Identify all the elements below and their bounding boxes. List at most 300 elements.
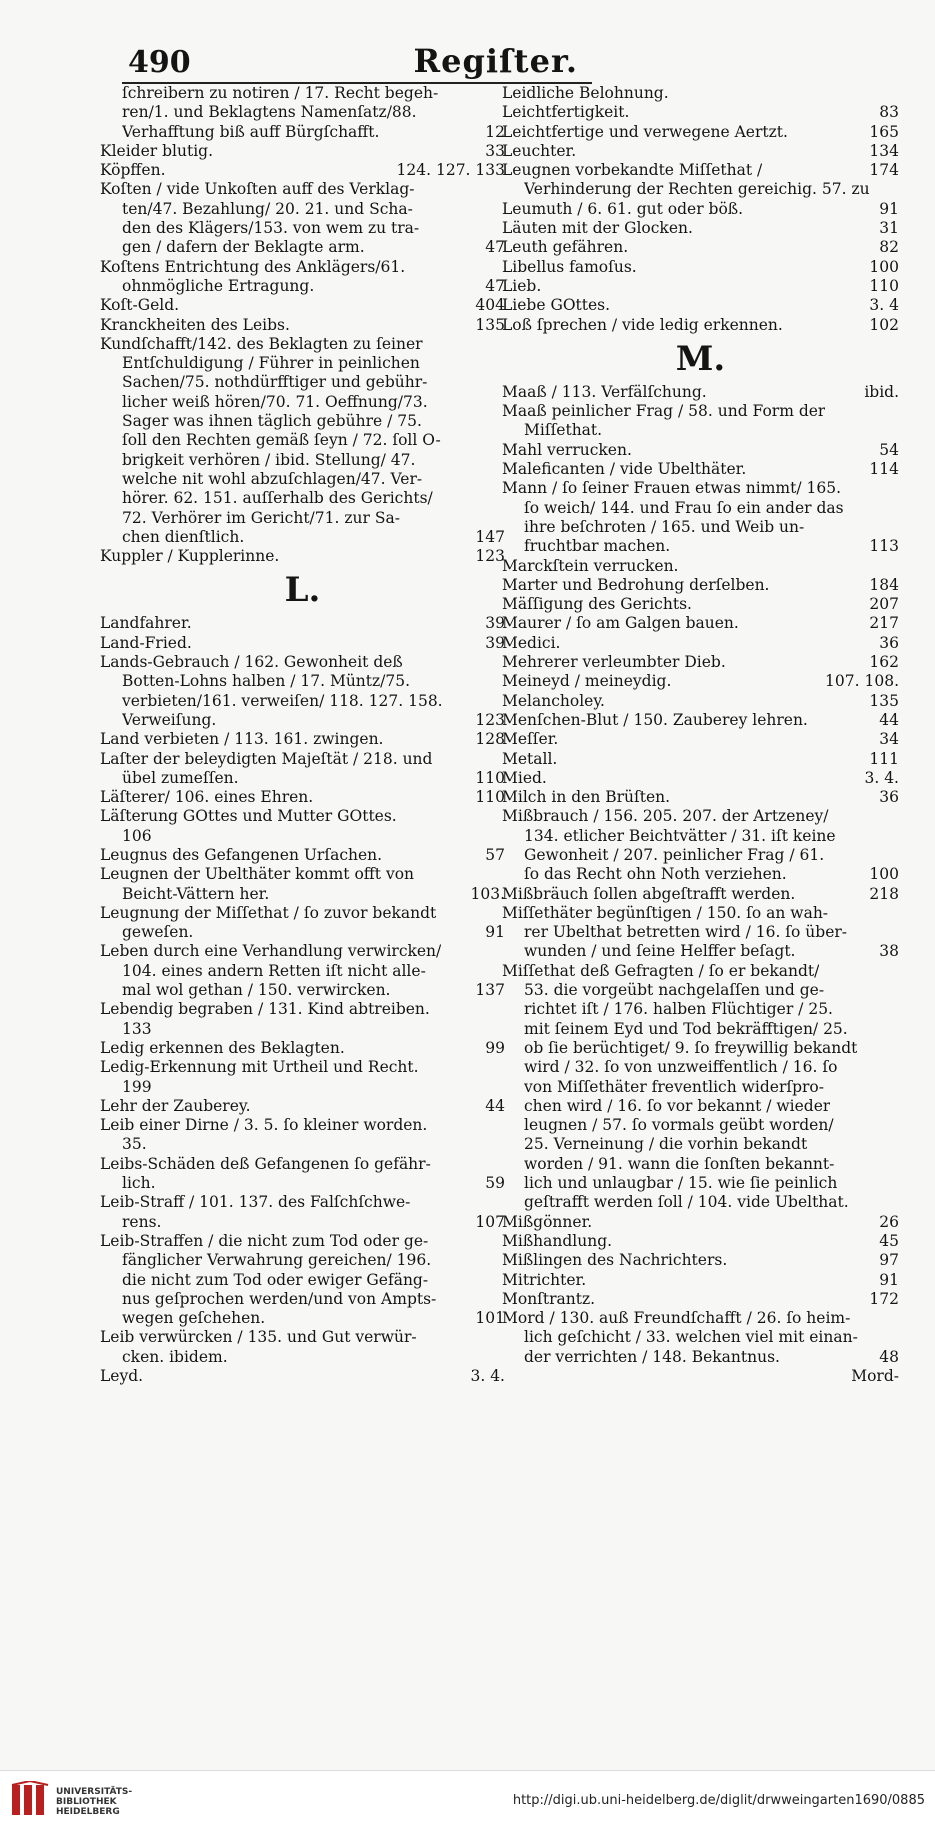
entry-text: Leyd. xyxy=(100,1367,144,1385)
entry-text: ob ſie berüchtiget/ 9. ſo freywillig bekandt xyxy=(524,1038,858,1057)
entry-page-ref: 135 xyxy=(475,315,505,334)
entry-text: Lieb. xyxy=(502,276,542,295)
entry-text: wunden / und ſeine Helffer beſagt. xyxy=(524,942,796,961)
entry-page-ref: 100 xyxy=(869,257,899,276)
index-entry xyxy=(100,373,505,392)
entry-page-ref: 45 xyxy=(879,1231,899,1250)
entry-text: verbieten/161. verweiſen/ 118. 127. 158. xyxy=(122,691,443,710)
index-entry xyxy=(502,1232,899,1251)
entry-text: Mißbräuch ſollen abgeſtrafft werden. xyxy=(502,884,796,903)
entry-page-ref: 36 xyxy=(879,633,899,652)
entry-text: Meineyd / meineydig. xyxy=(502,672,672,691)
index-entry xyxy=(502,595,899,614)
entry-page-ref: 47 xyxy=(485,276,505,295)
index-entry xyxy=(502,1290,899,1309)
index-entry xyxy=(100,489,505,508)
index-entry xyxy=(502,576,899,595)
entry-page-ref: 184 xyxy=(869,575,899,594)
index-entry xyxy=(502,219,899,238)
entry-text: Mehrerer verleumbter Dieb. xyxy=(502,653,726,672)
entry-text: Kranckheiten des Leibs. xyxy=(100,315,290,334)
entry-text: Leumuth / 6. 61. gut oder böß. xyxy=(502,199,744,218)
entry-text: der verrichten / 148. Bekantnus. xyxy=(524,1347,780,1366)
index-entry xyxy=(100,1232,505,1251)
entry-text: Leichtfertige und verwegene Aertzt. xyxy=(502,122,788,141)
index-entry xyxy=(100,750,505,769)
library-name xyxy=(56,1787,132,1817)
page-number: 490 xyxy=(128,45,191,80)
index-entry xyxy=(502,1058,899,1077)
entry-text: Landfahrer. xyxy=(100,614,192,633)
index-entry xyxy=(502,1367,899,1386)
entry-text: Leugnus des Gefangenen Urſachen. xyxy=(100,845,383,864)
entry-page-ref: 172 xyxy=(869,1289,899,1308)
index-entry xyxy=(100,1078,505,1097)
index-entry xyxy=(100,1193,505,1212)
entry-text: 106 xyxy=(122,826,152,845)
index-entry xyxy=(100,692,505,711)
entry-page-ref: 38 xyxy=(879,942,899,961)
index-entry xyxy=(502,1020,899,1039)
entry-text: Laſter der beleydigten Majeſtät / 218. und xyxy=(100,749,433,768)
index-entry xyxy=(502,827,899,846)
entry-text: 35. xyxy=(122,1135,147,1154)
index-entry xyxy=(502,981,899,1000)
entry-page-ref: 123 xyxy=(475,710,505,729)
entry-text: Medici. xyxy=(502,633,561,652)
index-entry xyxy=(100,1348,505,1367)
library-name-line: BIBLIOTHEK xyxy=(56,1797,117,1807)
entry-page-ref: 99 xyxy=(485,1038,505,1057)
index-entry xyxy=(100,769,505,788)
source-url-link[interactable]: http://digi.ub.uni-heidelberg.de/diglit/drwweingarten1690/0885 xyxy=(512,1793,925,1808)
index-entry xyxy=(100,788,505,807)
entry-page-ref: 137 xyxy=(475,981,505,1000)
entry-text: leugnen / 57. ſo vormals geübt worden/ xyxy=(524,1116,834,1135)
index-entry xyxy=(100,1309,505,1328)
entry-text: Land-Fried. xyxy=(100,633,192,652)
index-entry xyxy=(502,103,899,122)
library-name-line: HEIDELBERG xyxy=(56,1807,120,1817)
entry-page-ref: 404 xyxy=(475,296,505,315)
index-entry xyxy=(502,1078,899,1097)
index-entry xyxy=(100,865,505,884)
entry-text: Sachen/75. nothdürfftiger und gebühr- xyxy=(122,373,428,392)
entry-text: ſoll den Rechten gemäß ſeyn / 72. ſoll O- xyxy=(122,431,441,450)
entry-page-ref: 83 xyxy=(879,103,899,122)
entry-page-ref: 3. 4. xyxy=(864,768,899,787)
entry-text: Leib einer Dirne / 3. 5. ſo kleiner worden. xyxy=(100,1116,428,1135)
index-entry xyxy=(100,1135,505,1154)
index-entry xyxy=(100,730,505,749)
index-entry xyxy=(100,1174,505,1193)
index-entry xyxy=(502,296,899,315)
index-entry xyxy=(100,1213,505,1232)
entry-text: Ledig erkennen des Beklagten. xyxy=(100,1038,345,1057)
index-entry xyxy=(502,460,899,479)
index-entry xyxy=(100,1039,505,1058)
entry-text: Ledig-Erkennung mit Urtheil und Recht. xyxy=(100,1058,419,1077)
entry-text: Land verbieten / 113. 161. zwingen. xyxy=(100,730,384,749)
entry-text: Maaß peinlicher Frag / 58. und Form der xyxy=(502,402,826,421)
index-entry xyxy=(100,180,505,199)
index-entry xyxy=(502,142,899,161)
entry-text: wegen geſchehen. xyxy=(122,1309,266,1328)
entry-page-ref: 110 xyxy=(475,788,505,807)
entry-page-ref: 34 xyxy=(879,730,899,749)
index-entry xyxy=(502,421,899,440)
index-entry xyxy=(100,1328,505,1347)
index-entry xyxy=(502,1000,899,1019)
index-entry xyxy=(502,479,899,498)
index-entry xyxy=(100,509,505,528)
entry-text: den des Klägers/153. von wem zu tra- xyxy=(122,219,420,238)
entry-page-ref: Mord- xyxy=(851,1367,899,1385)
index-entry xyxy=(502,962,899,981)
index-entry xyxy=(502,942,899,961)
entry-text: Leidliche Belohnung. xyxy=(502,84,669,102)
entry-text: 53. die vorgeübt nachgelaſſen und ge- xyxy=(524,981,825,1000)
index-entry xyxy=(502,1097,899,1116)
entry-page-ref: 111 xyxy=(869,749,899,768)
entry-text: die nicht zum Tod oder ewiger Gefäng- xyxy=(122,1270,429,1289)
entry-text: Leibs-Schäden deß Gefangenen ſo gefähr- xyxy=(100,1154,431,1173)
entry-page-ref: 113 xyxy=(869,537,899,556)
entry-text: Lebendig begraben / 131. Kind abtreiben. xyxy=(100,1000,430,1019)
index-entry xyxy=(502,672,899,691)
index-entry xyxy=(502,1174,899,1193)
index-entry xyxy=(100,1290,505,1309)
entry-page-ref: 110 xyxy=(475,768,505,787)
entry-text: Miſſethat deß Gefragten / ſo er bekandt/ xyxy=(502,961,820,980)
entry-text: Entſchuldigung / Führer in peinlichen xyxy=(122,354,420,373)
index-entry xyxy=(502,161,899,180)
index-entry xyxy=(502,277,899,296)
index-entry xyxy=(502,1116,899,1135)
index-entry xyxy=(502,711,899,730)
entry-text: Menſchen-Blut / 150. Zauberey lehren. xyxy=(502,710,808,729)
index-column-right xyxy=(502,84,899,1386)
entry-page-ref: 91 xyxy=(879,1270,899,1289)
entry-text: Koſt-Geld. xyxy=(100,296,180,315)
index-entry xyxy=(100,296,505,315)
index-entry xyxy=(502,402,899,421)
entry-text: Verhafftung biß auff Bürgſchafft. xyxy=(122,122,380,141)
index-entry xyxy=(502,441,899,460)
entry-page-ref: 218 xyxy=(869,884,899,903)
entry-text: nus geſprochen werden/und von Ampts- xyxy=(122,1289,437,1308)
entry-text: Mied. xyxy=(502,768,547,787)
index-entry xyxy=(100,451,505,470)
index-entry xyxy=(502,557,899,576)
university-library-logo-icon xyxy=(10,1781,50,1819)
index-entry xyxy=(100,981,505,1000)
entry-page-ref: 128 xyxy=(475,730,505,749)
index-entry xyxy=(100,161,505,180)
entry-text: 199 xyxy=(122,1077,152,1096)
entry-page-ref: 102 xyxy=(869,315,899,334)
index-entry xyxy=(502,1039,899,1058)
entry-page-ref: 59 xyxy=(485,1174,505,1193)
entry-text: 104. eines andern Retten iſt nicht alle- xyxy=(122,961,426,980)
entry-text: ten/47. Bezahlung/ 20. 21. und Scha- xyxy=(122,199,413,218)
entry-page-ref: 3. 4 xyxy=(869,296,899,315)
index-entry xyxy=(502,1193,899,1212)
entry-page-ref: 26 xyxy=(879,1212,899,1231)
index-entry xyxy=(100,1097,505,1116)
entry-text: Mitrichter. xyxy=(502,1270,587,1289)
entry-text: mit ſeinem Eyd und Tod bekräfftigen/ 25. xyxy=(524,1019,848,1038)
entry-text: Mann / ſo ſeiner Frauen etwas nimmt/ 165. xyxy=(502,479,841,498)
entry-text: rer Ubelthat betretten wird / 16. ſo über- xyxy=(524,923,848,942)
entry-text: Melancholey. xyxy=(502,691,605,710)
entry-text: Mäſſigung des Gerichts. xyxy=(502,595,692,614)
entry-text: Leichtfertigkeit. xyxy=(502,103,630,122)
entry-page-ref: 44 xyxy=(879,710,899,729)
entry-text: lich geſchicht / 33. welchen viel mit einan- xyxy=(524,1328,858,1347)
viewer-footer xyxy=(0,1770,935,1827)
entry-text: Läſterer/ 106. eines Ehren. xyxy=(100,788,314,807)
index-entry xyxy=(502,383,899,402)
entry-page-ref: 107 xyxy=(475,1212,505,1231)
index-entry xyxy=(100,431,505,450)
index-entry xyxy=(100,1155,505,1174)
index-entry xyxy=(100,238,505,257)
entry-page-ref: 97 xyxy=(879,1251,899,1270)
index-entry xyxy=(502,238,899,257)
index-entry xyxy=(502,518,899,537)
entry-text: Maurer / ſo am Galgen bauen. xyxy=(502,614,739,633)
index-entry xyxy=(502,692,899,711)
index-entry xyxy=(100,923,505,942)
entry-text: Metall. xyxy=(502,749,558,768)
entry-page-ref: 217 xyxy=(869,614,899,633)
index-entry xyxy=(100,634,505,653)
index-entry xyxy=(502,316,899,335)
index-entry xyxy=(100,942,505,961)
index-entry xyxy=(100,393,505,412)
entry-page-ref: 54 xyxy=(879,440,899,459)
entry-text: chen dienſtlich. xyxy=(122,527,245,546)
index-entry xyxy=(100,354,505,373)
entry-text: ſo weich/ 144. und Frau ſo ein ander das xyxy=(524,498,844,517)
index-entry xyxy=(100,412,505,431)
index-entry xyxy=(502,904,899,923)
entry-text: Mißgönner. xyxy=(502,1212,593,1231)
entry-page-ref: 48 xyxy=(879,1347,899,1366)
entry-page-ref: 134 xyxy=(869,141,899,160)
index-entry xyxy=(502,1348,899,1367)
entry-text: ohnmögliche Ertragung. xyxy=(122,276,315,295)
index-entry xyxy=(502,1271,899,1290)
entry-text: Koſtens Entrichtung des Anklägers/61. xyxy=(100,257,406,276)
entry-text: Miſſethäter begünſtigen / 150. ſo an wah- xyxy=(502,903,829,922)
entry-page-ref: 82 xyxy=(879,238,899,257)
entry-text: 134. etlicher Beichtvätter / 31. iſt keine xyxy=(524,826,836,845)
index-entry xyxy=(100,219,505,238)
index-entry xyxy=(502,499,899,518)
entry-page-ref: 124. 127. 133 xyxy=(396,161,505,180)
index-entry xyxy=(502,614,899,633)
index-entry xyxy=(502,653,899,672)
entry-page-ref: 33 xyxy=(485,141,505,160)
entry-text: licher weiß hören/70. 71. Oeffnung/73. xyxy=(122,392,428,411)
entry-page-ref: 135 xyxy=(869,691,899,710)
entry-text: Mord / 130. auß Freundſchafft / 26. ſo heim- xyxy=(502,1309,851,1328)
entry-text: von Miſſethäter freventlich widerſpro- xyxy=(524,1077,824,1096)
index-column-left xyxy=(100,84,505,1386)
entry-text: übel zumeſſen. xyxy=(122,768,239,787)
index-entry xyxy=(502,730,899,749)
index-entry xyxy=(100,962,505,981)
index-entry xyxy=(502,1213,899,1232)
entry-text: Verhinderung der Rechten gereichig. 57. zu xyxy=(524,180,870,199)
entry-text: Mahl verrucken. xyxy=(502,440,632,459)
entry-text: ſo das Recht ohn Noth verziehen. xyxy=(524,865,787,884)
index-entry xyxy=(100,653,505,672)
index-entry xyxy=(100,1058,505,1077)
index-entry xyxy=(502,750,899,769)
entry-text: chen wird / 16. ſo vor bekannt / wieder xyxy=(524,1096,831,1115)
index-entry xyxy=(100,711,505,730)
entry-text: Libellus famoſus. xyxy=(502,257,637,276)
entry-text: Marter und Bedrohung derſelben. xyxy=(502,575,770,594)
entry-text: Kuppler / Kupplerinne. xyxy=(100,547,280,566)
entry-page-ref: 101 xyxy=(475,1309,505,1328)
entry-page-ref: 47 xyxy=(485,238,505,257)
entry-text: Kundſchafft/142. des Beklagten zu ſeiner xyxy=(100,334,423,353)
entry-text: Leugnen vorbekandte Miſſethat / xyxy=(502,161,763,180)
section-letter: M. xyxy=(675,338,726,379)
index-entry xyxy=(100,1251,505,1270)
index-entry xyxy=(502,807,899,826)
index-entry xyxy=(502,788,899,807)
entry-text: cken. ibidem. xyxy=(122,1347,228,1366)
index-entry xyxy=(100,904,505,923)
entry-text: Mißlingen des Nachrichters. xyxy=(502,1251,728,1270)
entry-text: 133 xyxy=(122,1019,152,1038)
entry-text: Lands-Gebrauch / 162. Gewonheit deß xyxy=(100,653,403,672)
index-entry xyxy=(502,1155,899,1174)
entry-text: Kleider blutig. xyxy=(100,141,213,160)
entry-page-ref: 174 xyxy=(869,161,899,180)
entry-text: Leugnen der Ubelthäter kommt offt von xyxy=(100,865,415,884)
entry-page-ref: 147 xyxy=(475,527,505,546)
entry-text: ſchreibern zu notiren / 17. Recht begeh- xyxy=(122,84,439,102)
index-entry xyxy=(502,1309,899,1328)
entry-page-ref: 107. 108. xyxy=(825,672,899,691)
index-entry xyxy=(100,885,505,904)
entry-text: Köpffen. xyxy=(100,161,166,180)
index-entry xyxy=(100,547,505,566)
entry-text: Leuth gefähren. xyxy=(502,238,629,257)
entry-text: 25. Verneinung / die vorhin bekandt xyxy=(524,1135,808,1154)
index-entry xyxy=(100,1116,505,1135)
index-entry xyxy=(502,923,899,942)
index-entry xyxy=(502,258,899,277)
entry-text: Leib verwürcken / 135. und Gut verwür- xyxy=(100,1328,417,1347)
entry-text: Leib-Straffen / die nicht zum Tod oder ge- xyxy=(100,1231,429,1250)
entry-text: Leugnung der Miſſethat / ſo zuvor bekandt xyxy=(100,903,437,922)
entry-text: worden / 91. wann die ſonſten bekannt- xyxy=(524,1154,835,1173)
entry-page-ref: 39 xyxy=(485,633,505,652)
index-entry xyxy=(100,316,505,335)
entry-text: Leib-Straff / 101. 137. des Falſchſchwe- xyxy=(100,1193,411,1212)
entry-page-ref: 31 xyxy=(879,219,899,238)
entry-text: Koſten / vide Unkoſten auff des Verklag- xyxy=(100,180,415,199)
entry-page-ref: 110 xyxy=(869,276,899,295)
index-entry xyxy=(100,846,505,865)
index-entry xyxy=(100,200,505,219)
entry-page-ref: 103. xyxy=(470,884,505,903)
entry-text: geweſen. xyxy=(122,923,194,942)
index-entry xyxy=(502,1328,899,1347)
entry-page-ref: 12 xyxy=(485,122,505,141)
entry-text: geſtrafft werden ſoll / 104. vide Ubelthat. xyxy=(524,1193,849,1212)
entry-text: mal wol gethan / 150. verwircken. xyxy=(122,981,391,1000)
entry-text: Monſtrantz. xyxy=(502,1289,596,1308)
index-entry xyxy=(100,335,505,354)
entry-text: Loß ſprechen / vide ledig erkennen. xyxy=(502,315,783,334)
entry-text: 72. Verhörer im Gericht/71. zur Sa- xyxy=(122,508,400,527)
entry-text: wird / 32. ſo von unzweiffentlich / 16. ſo xyxy=(524,1058,838,1077)
index-entry xyxy=(100,827,505,846)
index-entry xyxy=(502,200,899,219)
entry-text: lich. xyxy=(122,1174,156,1193)
index-entry xyxy=(502,1135,899,1154)
index-entry xyxy=(100,142,505,161)
index-entry xyxy=(100,123,505,142)
index-entry xyxy=(502,84,899,103)
entry-text: Maleficanten / vide Ubelthäter. xyxy=(502,460,747,479)
entry-text: Leuchter. xyxy=(502,141,577,160)
entry-page-ref: 114 xyxy=(869,460,899,479)
index-entry xyxy=(502,885,899,904)
index-entry xyxy=(502,846,899,865)
index-entry xyxy=(100,84,505,103)
index-entry xyxy=(100,528,505,547)
entry-text: Maaß / 113. Verfälſchung. xyxy=(502,382,707,401)
index-entry xyxy=(502,180,899,199)
index-entry xyxy=(502,537,899,556)
entry-text: hörer. 62. 151. auſſerhalb des Gerichts/ xyxy=(122,489,433,508)
entry-text: Läuten mit der Glocken. xyxy=(502,219,693,238)
entry-text: Mißhandlung. xyxy=(502,1231,613,1250)
entry-text: Botten-Lohns halben / 17. Müntz/75. xyxy=(122,672,411,691)
entry-text: Verweiſung. xyxy=(122,710,217,729)
entry-text: Milch in den Brüſten. xyxy=(502,788,671,807)
entry-page-ref: 91 xyxy=(485,923,505,942)
running-head: Regiſter. xyxy=(413,42,578,80)
index-entry xyxy=(100,1020,505,1039)
index-entry xyxy=(100,103,505,122)
index-entry xyxy=(100,614,505,633)
index-entry xyxy=(100,1367,505,1386)
index-entry xyxy=(502,634,899,653)
entry-page-ref: 207 xyxy=(869,595,899,614)
index-entry xyxy=(502,769,899,788)
entry-text: brigkeit verhören / ibid. Stellung/ 47. xyxy=(122,450,416,469)
index-entry xyxy=(100,672,505,691)
entry-page-ref: 100 xyxy=(869,865,899,884)
entry-page-ref: 165 xyxy=(869,122,899,141)
entry-text: fruchtbar machen. xyxy=(524,537,671,556)
entry-text: lich und unlaugbar / 15. wie ſie peinlich xyxy=(524,1174,838,1193)
entry-page-ref: 3. 4. xyxy=(470,1367,505,1385)
entry-page-ref: 123 xyxy=(475,547,505,566)
page-header xyxy=(128,42,578,80)
entry-page-ref: 44 xyxy=(485,1096,505,1115)
